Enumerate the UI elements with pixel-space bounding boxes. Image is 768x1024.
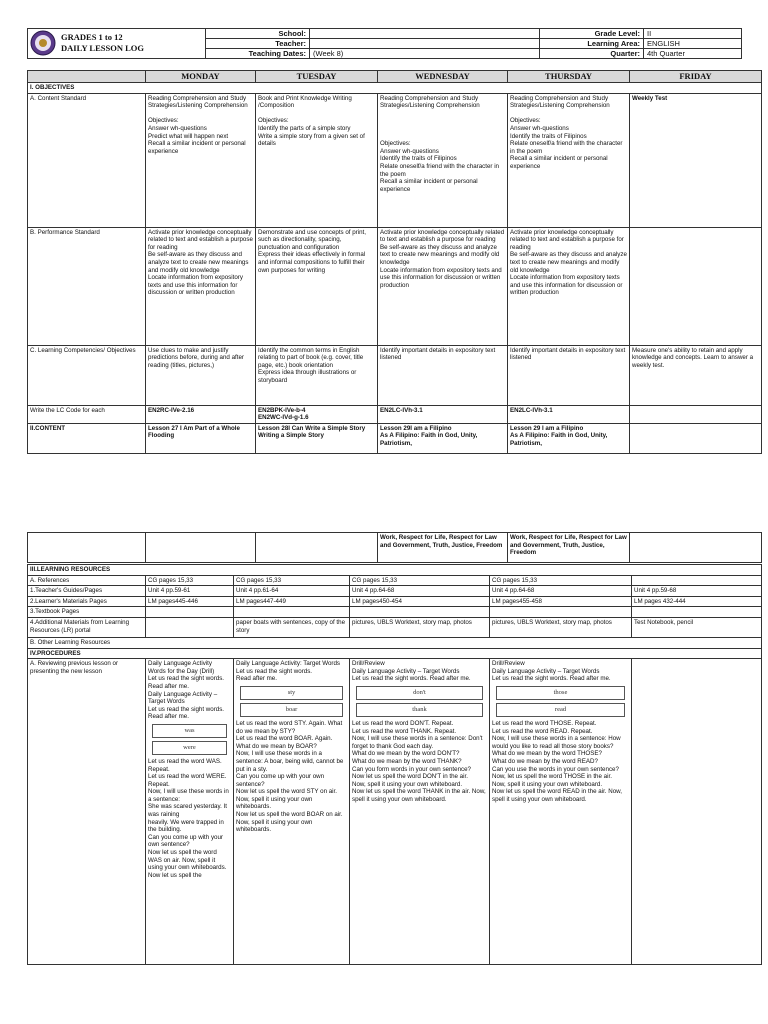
- cell-lm-mon: LM pages445-446: [146, 596, 234, 607]
- deped-seal-icon: [30, 30, 56, 56]
- word-card-those: those: [496, 686, 625, 700]
- cell-references-thu: CG pages 15,33: [490, 575, 632, 586]
- cell-competencies-wed: Identify important details in expository text listened: [378, 345, 508, 405]
- continuation-table: [27, 532, 762, 563]
- row-label-textbook: 3.Textbook Pages: [28, 607, 146, 618]
- cell-lm-wed: LM pages450-454: [350, 596, 490, 607]
- dates-label: Teaching Dates:: [206, 49, 310, 59]
- cell-review-tue: [234, 659, 350, 965]
- quarter-label: Quarter:: [540, 49, 644, 59]
- cell-lc-code-thu: EN2LC-IVh-3.1: [508, 405, 630, 423]
- word-card-was: was: [152, 724, 227, 738]
- section-objectives: I. OBJECTIVES: [28, 83, 762, 94]
- cell-content-standard-fri: Weekly Test: [630, 93, 762, 227]
- cell-lm-fri: LM pages 432-444: [632, 596, 762, 607]
- day-header-tuesday: TUESDAY: [256, 71, 378, 83]
- cell-content-standard-tue: Book and Print Knowledge Writing /Composition Objectives: Identify the parts of a simple story Write a simple story from a given set of details: [256, 93, 378, 227]
- title-line1: GRADES 1 to 12: [61, 32, 123, 42]
- cont-mon: [146, 533, 256, 563]
- objectives-table: [27, 70, 762, 454]
- header-table: [27, 28, 742, 59]
- review-wed-top: Drill/Review Daily Language Activity – Target Words Let us read the sight words. Read after me.: [352, 660, 471, 683]
- cell-references-tue: CG pages 15,33: [234, 575, 350, 586]
- cell-content-standard-wed: Reading Comprehension and Study Strategies/Listening Comprehension Objectives: Answer wh-questions Identify the traits of Filipinos Relate oneself/a friend with the character in the poem Recall a similar incident or personal experience: [378, 93, 508, 227]
- cell-tg-tue: Unit 4 pp.61-64: [234, 586, 350, 597]
- row-label-references: A. References: [28, 575, 146, 586]
- cell-lc-code-fri: [630, 405, 762, 423]
- cell-references-wed: CG pages 15,33: [350, 575, 490, 586]
- day-header-monday: MONDAY: [146, 71, 256, 83]
- row-label-reviewing: A. Reviewing previous lesson or presenting the new lesson: [28, 659, 146, 965]
- dates-value[interactable]: (Week 8): [310, 49, 540, 59]
- cell-competencies-mon: Use clues to make and justify predictions before, during and after reading (titles, pictures,): [146, 345, 256, 405]
- word-card-were: were: [152, 741, 227, 755]
- cell-review-mon: [146, 659, 234, 965]
- cell-tb-wed: [350, 607, 490, 618]
- cell-tb-tue: [234, 607, 350, 618]
- day-header-friday: FRIDAY: [630, 71, 762, 83]
- cell-add-wed: pictures, UBLS Worktext, story map, photos: [350, 617, 490, 637]
- cell-performance-mon: Activate prior knowledge conceptually related to text and establish a purpose for reading Be self-aware as they discuss and analyze text to create new meanings and modify old knowledge Locate information from expository texts and use this information for discussion or written production: [146, 227, 256, 345]
- school-label: School:: [206, 29, 310, 39]
- cont-tue: [256, 533, 378, 563]
- word-card-dont: don't: [356, 686, 483, 700]
- school-value[interactable]: [310, 29, 540, 39]
- title-line2: DAILY LESSON LOG: [61, 43, 144, 53]
- row-label-content-standard: A. Content Standard: [28, 93, 146, 227]
- cell-lm-thu: LM pages455-458: [490, 596, 632, 607]
- cell-add-thu: pictures, UBLS Worktext, story map, photos: [490, 617, 632, 637]
- cell-add-tue: paper boats with sentences, copy of the story: [234, 617, 350, 637]
- review-thu-bottom: Let us read the word THOSE. Repeat. Let us read the word READ. Repeat. Now, I will use these words in a sentence: How would you like to read all those story books? What do we mean by the word THOSE? What do we mean by the word READ? Can you use the words in your own sentence? Now, let us spell the word THOSE in the air. Now, spell it using your own whiteboard. Now let us spell the word READ in the air. Now, spell it using your own whiteboard.: [492, 719, 622, 803]
- cell-tb-thu: [490, 607, 632, 618]
- review-thu-top: Drill/Review Daily Language Activity – Target Words Let us read the sight words. Read after me.: [492, 660, 611, 683]
- cell-review-fri: [632, 659, 762, 965]
- cell-performance-tue: Demonstrate and use concepts of print, such as directionality, spacing, punctuation and configuration Express their ideas effectively in formal and informal compositions to fulfill their own purposes for writing: [256, 227, 378, 345]
- quarter-value[interactable]: 4th Quarter: [644, 49, 742, 59]
- cell-tg-wed: Unit 4 pp.64-68: [350, 586, 490, 597]
- cell-performance-fri: [630, 227, 762, 345]
- cell-tg-thu: Unit 4 pp.64-68: [490, 586, 632, 597]
- row-label-lc-code: Write the LC Code for each: [28, 405, 146, 423]
- teacher-value[interactable]: [310, 39, 540, 49]
- cell-lm-tue: LM pages447-449: [234, 596, 350, 607]
- header-title-cell: [28, 29, 206, 59]
- cell-lc-code-mon: EN2RC-IVe-2.16: [146, 405, 256, 423]
- review-mon-bottom: Let us read the word WAS. Repeat. Let us read the word WERE. Repeat. Now, I will use these words in a sentence: She was scared yesterday. It was raining heavily. We were trapped in the building. Can you come up with your own sentence? Now let us spell the word WAS on air. Now, spell it using your own whiteboards. Now let us spell the: [148, 757, 229, 879]
- cell-performance-wed: Activate prior knowledge conceptually related to text and establish a purpose for reading Be self-aware as they discuss and analyze text to create new meanings and modify old knowledge Locate information from expository texts and use this information for discussion or written production: [378, 227, 508, 345]
- cell-references-fri: [632, 575, 762, 586]
- cell-tb-mon: [146, 607, 234, 618]
- grade-value[interactable]: II: [644, 29, 742, 39]
- cell-content-standard-thu: Reading Comprehension and Study Strategies/Listening Comprehension Objectives: Answer wh-questions Identify the traits of Filipinos Relate oneself/a friend with the character in the poem Recall a similar incident or personal experience: [508, 93, 630, 227]
- cell-content-mon: Lesson 27 I Am Part of a Whole Flooding: [146, 423, 256, 453]
- cell-content-wed: Lesson 29I am a Filipino As A Filipino: Faith in God, Unity, Patriotism,: [378, 423, 508, 453]
- cell-lc-code-wed: EN2LC-IVh-3.1: [378, 405, 508, 423]
- review-wed-bottom: Let us read the word DON'T. Repeat. Let us read the word THANK. Repeat. Now, I will use these words in a sentence: Don't forget to thank God each day. What do we mean by the word DON'T? What do we mean by the word THANK? Can you form words in your own sentence? Now let us spell the word DON'T in the air. Now, spell it using your own whiteboard. Now let us spell the word THANK in the air. Now, spell it using your own whiteboard.: [352, 719, 486, 803]
- day-header-blank: [28, 71, 146, 83]
- cell-tg-fri: Unit 4 pp.59-68: [632, 586, 762, 597]
- cell-lc-code-tue: EN2BPK-IVe-b-4 EN2WC-IVd-g-1.6: [256, 405, 378, 423]
- area-value[interactable]: ENGLISH: [644, 39, 742, 49]
- cell-add-mon: [146, 617, 234, 637]
- cell-content-thu: Lesson 29 I am a Filipino As A Filipino: Faith in God, Unity, Patriotism,: [508, 423, 630, 453]
- cell-performance-thu: Activate prior knowledge conceptually related to text and establish a purpose for reading Be self-aware as they discuss and analyze text to create new meanings and modify old knowledge Locate information from expository texts and use this information for discussion or written production: [508, 227, 630, 345]
- section-resources: III.LEARNING RESOURCES: [28, 565, 762, 576]
- row-label-teachers-guide: 1.Teacher's Guides/Pages: [28, 586, 146, 597]
- cell-content-tue: Lesson 28I Can Write a Simple Story Writing a Simple Story: [256, 423, 378, 453]
- grade-label: Grade Level:: [540, 29, 644, 39]
- review-tue-bottom: Let us read the word STY. Again. What do we mean by STY? Let us read the word BOAR. Again. What do we mean by BOAR? Now, I will use these words in a sentence: A boar, being wild, cannot be put in a sty. Can you come up with your own sentence? Now let us spell the word STY on air. Now, spell it using your own whiteboards. Now let us spell the word BOAR on air. Now, spell it using your own whiteboards.: [236, 719, 344, 834]
- row-label-additional: 4.Additional Materials from Learning Resources (LR) portal: [28, 617, 146, 637]
- review-mon-top: Daily Language Activity Words for the Day (Drill) Let us read the sight words. Read after me. Daily Language Activity – Target Words Let us read the sight words. Read after me.: [148, 660, 225, 721]
- day-header-wednesday: WEDNESDAY: [378, 71, 508, 83]
- cell-review-wed: [350, 659, 490, 965]
- day-header-thursday: THURSDAY: [508, 71, 630, 83]
- row-label-performance-standard: B. Performance Standard: [28, 227, 146, 345]
- cell-content-fri: [630, 423, 762, 453]
- cell-competencies-thu: Identify important details in expository text listened: [508, 345, 630, 405]
- row-label-learners-materials: 2.Learner's Materials Pages: [28, 596, 146, 607]
- review-tue-top: Daily Language Activity: Target Words Let us read the sight words. Read after me.: [236, 660, 340, 683]
- cont-thu: Work, Respect for Life, Respect for Law and Government, Truth, Justice, Freedom: [508, 533, 630, 563]
- cont-fri: [630, 533, 762, 563]
- area-label: Learning Area:: [540, 39, 644, 49]
- row-label-other-resources: B. Other Learning Resources: [28, 637, 762, 648]
- section-procedures: IV.PROCEDURES: [28, 648, 762, 659]
- word-card-sty: sty: [240, 686, 343, 700]
- cell-review-thu: [490, 659, 632, 965]
- cell-competencies-fri: Measure one's ability to retain and apply knowledge and concepts. Learn to answer a weekly test.: [630, 345, 762, 405]
- word-card-thank: thank: [356, 703, 483, 717]
- cell-competencies-tue: Identify the common terms in English relating to part of book (e.g. cover, title page, etc.) book orientation Express idea through illustrations or storyboard: [256, 345, 378, 405]
- cell-add-fri: Test Notebook, pencil: [632, 617, 762, 637]
- teacher-label: Teacher:: [206, 39, 310, 49]
- cont-wed: Work, Respect for Life, Respect for Law and Government, Truth, Justice, Freedom: [378, 533, 508, 563]
- word-card-boar: boar: [240, 703, 343, 717]
- cell-tg-mon: Unit 4 pp.59-61: [146, 586, 234, 597]
- cell-tb-fri: [632, 607, 762, 618]
- cont-label: [28, 533, 146, 563]
- row-label-competencies: C. Learning Competencies/ Objectives: [28, 345, 146, 405]
- resources-table: [27, 564, 762, 965]
- cell-references-mon: CG pages 15,33: [146, 575, 234, 586]
- cell-content-standard-mon: Reading Comprehension and Study Strategies/Listening Comprehension Objectives: Answer wh-questions Predict what will happen next Recall a similar incident or personal experience: [146, 93, 256, 227]
- row-label-content: II.CONTENT: [28, 423, 146, 453]
- word-card-read: read: [496, 703, 625, 717]
